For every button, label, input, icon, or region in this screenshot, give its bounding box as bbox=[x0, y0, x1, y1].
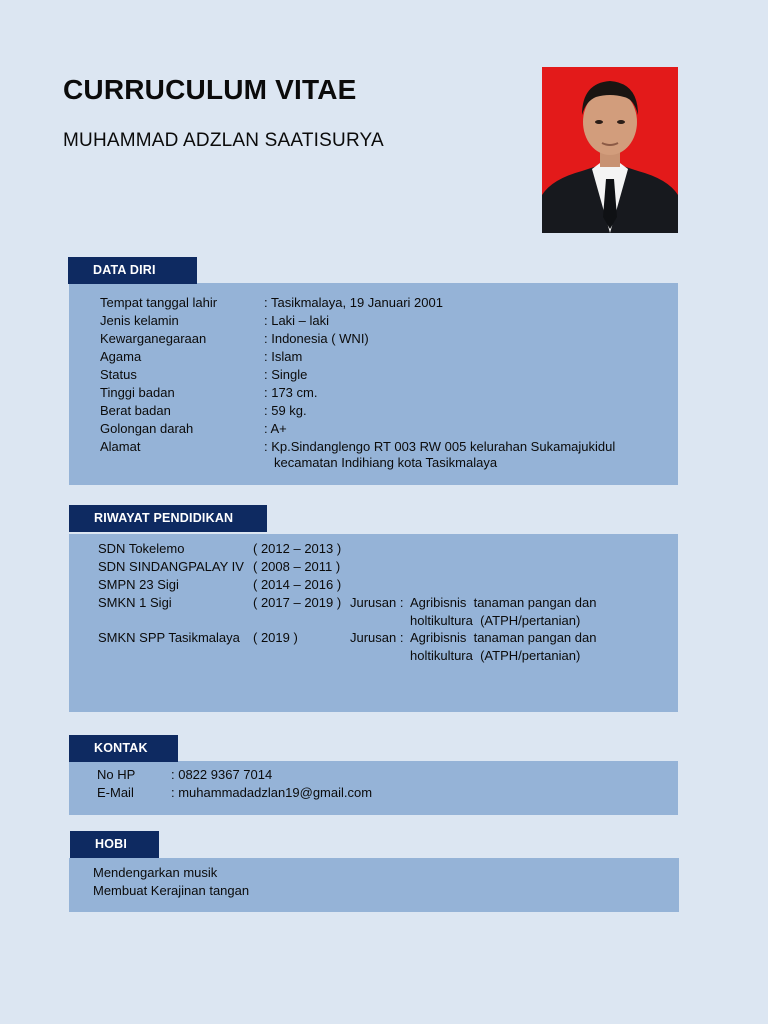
education-years: ( 2019 ) bbox=[253, 630, 298, 645]
hobi-item: Membuat Kerajinan tangan bbox=[93, 883, 250, 898]
education-jurusan-label: Jurusan : bbox=[350, 630, 404, 645]
data-diri-value: : Islam bbox=[264, 349, 303, 364]
education-years: ( 2017 – 2019 ) bbox=[253, 595, 342, 610]
kontak-label: E-Mail bbox=[97, 785, 134, 800]
education-school: SMKN SPP Tasikmalaya bbox=[98, 630, 240, 645]
data-diri-label: Tinggi badan bbox=[100, 385, 175, 400]
data-diri-value: : Tasikmalaya, 19 Januari 2001 bbox=[264, 295, 443, 310]
education-jurusan-cont: holtikultura (ATPH/pertanian) bbox=[410, 648, 581, 663]
section-kontak bbox=[69, 761, 678, 815]
data-diri-value: : Indonesia ( WNI) bbox=[264, 331, 369, 346]
education-jurusan: Agribisnis tanaman pangan dan bbox=[410, 595, 597, 610]
kontak-value: : muhammadadzlan19@gmail.com bbox=[171, 785, 373, 800]
data-diri-label: Golongan darah bbox=[100, 421, 194, 436]
section-heading-data-diri: DATA DIRI bbox=[68, 257, 197, 284]
person-name: MUHAMMAD ADZLAN SAATISURYA bbox=[63, 130, 384, 151]
data-diri-value: : 59 kg. bbox=[264, 403, 307, 418]
section-pendidikan bbox=[69, 534, 678, 712]
data-diri-label: Tempat tanggal lahir bbox=[100, 295, 218, 310]
data-diri-label: Agama bbox=[100, 349, 142, 364]
data-diri-label: Berat badan bbox=[100, 403, 171, 418]
education-school: SDN Tokelemo bbox=[98, 541, 185, 556]
section-hobi bbox=[69, 858, 679, 912]
data-diri-value: : A+ bbox=[264, 421, 287, 436]
portrait-photo-icon bbox=[542, 67, 678, 233]
education-years: ( 2014 – 2016 ) bbox=[253, 577, 342, 592]
education-school: SMKN 1 Sigi bbox=[98, 595, 172, 610]
section-heading-pendidikan: RIWAYAT PENDIDIKAN bbox=[69, 505, 267, 532]
hobi-item: Mendengarkan musik bbox=[93, 865, 218, 880]
education-jurusan-label: Jurusan : bbox=[350, 595, 404, 610]
data-diri-label: Kewarganegaraan bbox=[100, 331, 207, 346]
data-diri-value: : Single bbox=[264, 367, 308, 382]
data-diri-label: Jenis kelamin bbox=[100, 313, 179, 328]
profile-photo bbox=[542, 67, 678, 233]
document-title: CURRUCULUM VITAE bbox=[63, 74, 357, 105]
education-years: ( 2012 – 2013 ) bbox=[253, 541, 342, 556]
section-data-diri bbox=[69, 283, 678, 485]
kontak-value: : 0822 9367 7014 bbox=[171, 767, 273, 782]
section-heading-kontak: KONTAK bbox=[69, 735, 178, 762]
kontak-label: No HP bbox=[97, 767, 136, 782]
data-diri-label: Status bbox=[100, 367, 137, 382]
data-diri-label: Alamat bbox=[100, 439, 141, 454]
education-jurusan: Agribisnis tanaman pangan dan bbox=[410, 630, 597, 645]
data-diri-value: : Laki – laki bbox=[264, 313, 330, 328]
education-years: ( 2008 – 2011 ) bbox=[253, 559, 341, 574]
data-diri-value: : 173 cm. bbox=[264, 385, 318, 400]
education-jurusan-cont: holtikultura (ATPH/pertanian) bbox=[410, 613, 581, 628]
education-school: SDN SINDANGPALAY IV bbox=[98, 559, 244, 574]
section-heading-hobi: HOBI bbox=[70, 831, 159, 858]
alamat-line-2: kecamatan Indihiang kota Tasikmalaya bbox=[274, 455, 498, 470]
education-school: SMPN 23 Sigi bbox=[98, 577, 179, 592]
data-diri-value: : Kp.Sindanglengo RT 003 RW 005 kelurahan Sukamajukidul bbox=[264, 439, 616, 454]
